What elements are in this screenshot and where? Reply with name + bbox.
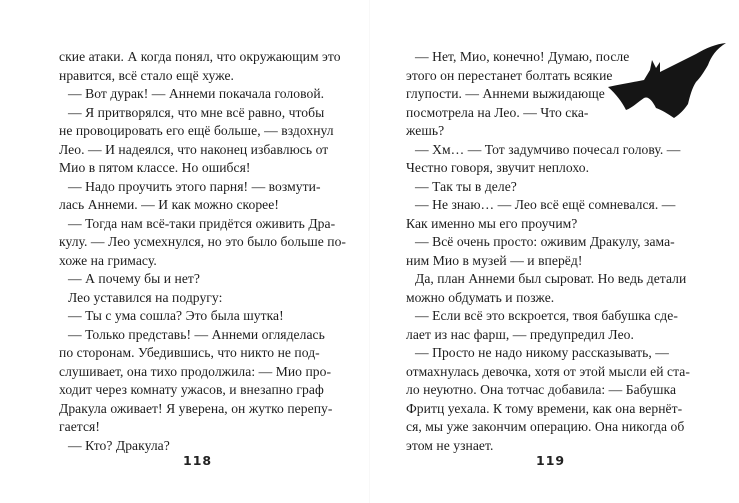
left-page-text-line: не провоцировать его ещё больше, — вздохнул bbox=[59, 123, 334, 138]
left-page-text-line: — Я притворялся, что мне всё равно, чтобы bbox=[68, 104, 325, 120]
left-page-text-line: — Ты с ума сошла? Это была шутка! bbox=[68, 308, 284, 323]
left-page-text-line: Лео уставился на подругу: bbox=[68, 289, 223, 305]
left-page-text-line: хоже на гримасу. bbox=[59, 252, 157, 268]
right-page-text-line: глупости. — Аннеми выжидающе bbox=[406, 86, 605, 101]
right-page-text-line: — Хм… — Тот задумчиво почесал голову. — bbox=[415, 141, 681, 157]
left-page-text-line: ские атаки. А когда понял, что окружающим это bbox=[59, 49, 341, 64]
right-page-text-line: — Всё очень просто: оживим Дракулу, зама- bbox=[415, 234, 675, 249]
left-page-text-line: — Тогда нам всё-таки придётся оживить Дра- bbox=[68, 215, 336, 231]
page-gutter bbox=[369, 0, 370, 503]
right-page-text-line: этом не узнает. bbox=[406, 437, 494, 453]
left-page-text-line: — Кто? Дракула? bbox=[68, 437, 170, 453]
right-page-text-line: лает из нас фарш, — предупредил Лео. bbox=[406, 326, 634, 342]
left-page-text-line: лась Аннеми. — И как можно скорее! bbox=[59, 197, 279, 212]
right-page-text-line: отмахнулась девочка, хотя от этой мысли ей ста- bbox=[406, 363, 690, 379]
right-page-text-line: ся, мы уже закончим операцию. Она никогда об bbox=[406, 419, 685, 434]
left-page-text bbox=[59, 48, 351, 455]
left-page-number: 118 bbox=[183, 453, 213, 468]
left-page-text-line: по сторонам. Убедившись, что никто не под- bbox=[59, 345, 320, 360]
right-page-text-line: — Если всё это вскроется, твоя бабушка сде- bbox=[415, 308, 678, 323]
left-page-text-line: — А почему бы и нет? bbox=[68, 271, 200, 286]
bat-icon bbox=[608, 40, 726, 118]
left-page-text-line: — Только представь! — Аннеми огляделась bbox=[68, 326, 325, 342]
left-page-text-line: — Надо проучить этого парня! — возмути- bbox=[68, 178, 321, 194]
left-page-text-line: слушивает, она тихо продолжила: — Мио про- bbox=[59, 363, 332, 379]
left-page-text-line: Дракула оживает! Я уверена, он жутко перепу- bbox=[59, 400, 333, 416]
right-page-text-line: Фритц уехала. К тому времени, как она вернёт- bbox=[406, 400, 683, 416]
right-page-number: 119 bbox=[536, 453, 566, 468]
right-page-text-line: Да, план Аннеми был сыроват. Но ведь детали bbox=[415, 271, 687, 286]
right-page-text-line: этого он перестанет болтать всякие bbox=[406, 67, 613, 83]
right-page-text-line: Честно говоря, звучит неплохо. bbox=[406, 160, 590, 175]
right-page-text-line: Как именно мы его проучим? bbox=[406, 215, 578, 231]
left-page-text-line: Мио в пятом классе. Но ошибся! bbox=[59, 160, 251, 175]
left-page-text-line: гается! bbox=[59, 419, 100, 434]
right-page-text-line: — Просто не надо никому рассказывать, — bbox=[415, 345, 669, 360]
left-page-text-line: ходит через комнату ужасов, и внезапно граф bbox=[59, 382, 324, 397]
right-page-text-line: ло неуютно. Она тотчас добавила: — Бабушка bbox=[406, 382, 677, 397]
left-page-text-line: — Вот дурак! — Аннеми покачала головой. bbox=[68, 86, 325, 101]
right-page-text-line: можно обдумать и позже. bbox=[406, 289, 555, 305]
right-page-text-line: — Не знаю… — Лео всё ещё сомневался. — bbox=[415, 197, 676, 212]
right-page-text-line: ним Мио в музей — и вперёд! bbox=[406, 252, 583, 268]
left-page-text-line: нравится, всё стало ещё хуже. bbox=[59, 67, 234, 83]
right-page-text-line: — Так ты в деле? bbox=[415, 178, 517, 194]
right-page-text-line: посмотрела на Лео. — Что ска- bbox=[406, 104, 589, 120]
right-page-text-line: жешь? bbox=[406, 123, 445, 138]
left-page-text-line: кулу. — Лео усмехнулся, но это было больше по- bbox=[59, 234, 347, 249]
right-page-text-line: — Нет, Мио, конечно! Думаю, после bbox=[415, 49, 630, 64]
left-page-text-line: Лео. — И надеялся, что наконец избавлюсь от bbox=[59, 141, 329, 157]
